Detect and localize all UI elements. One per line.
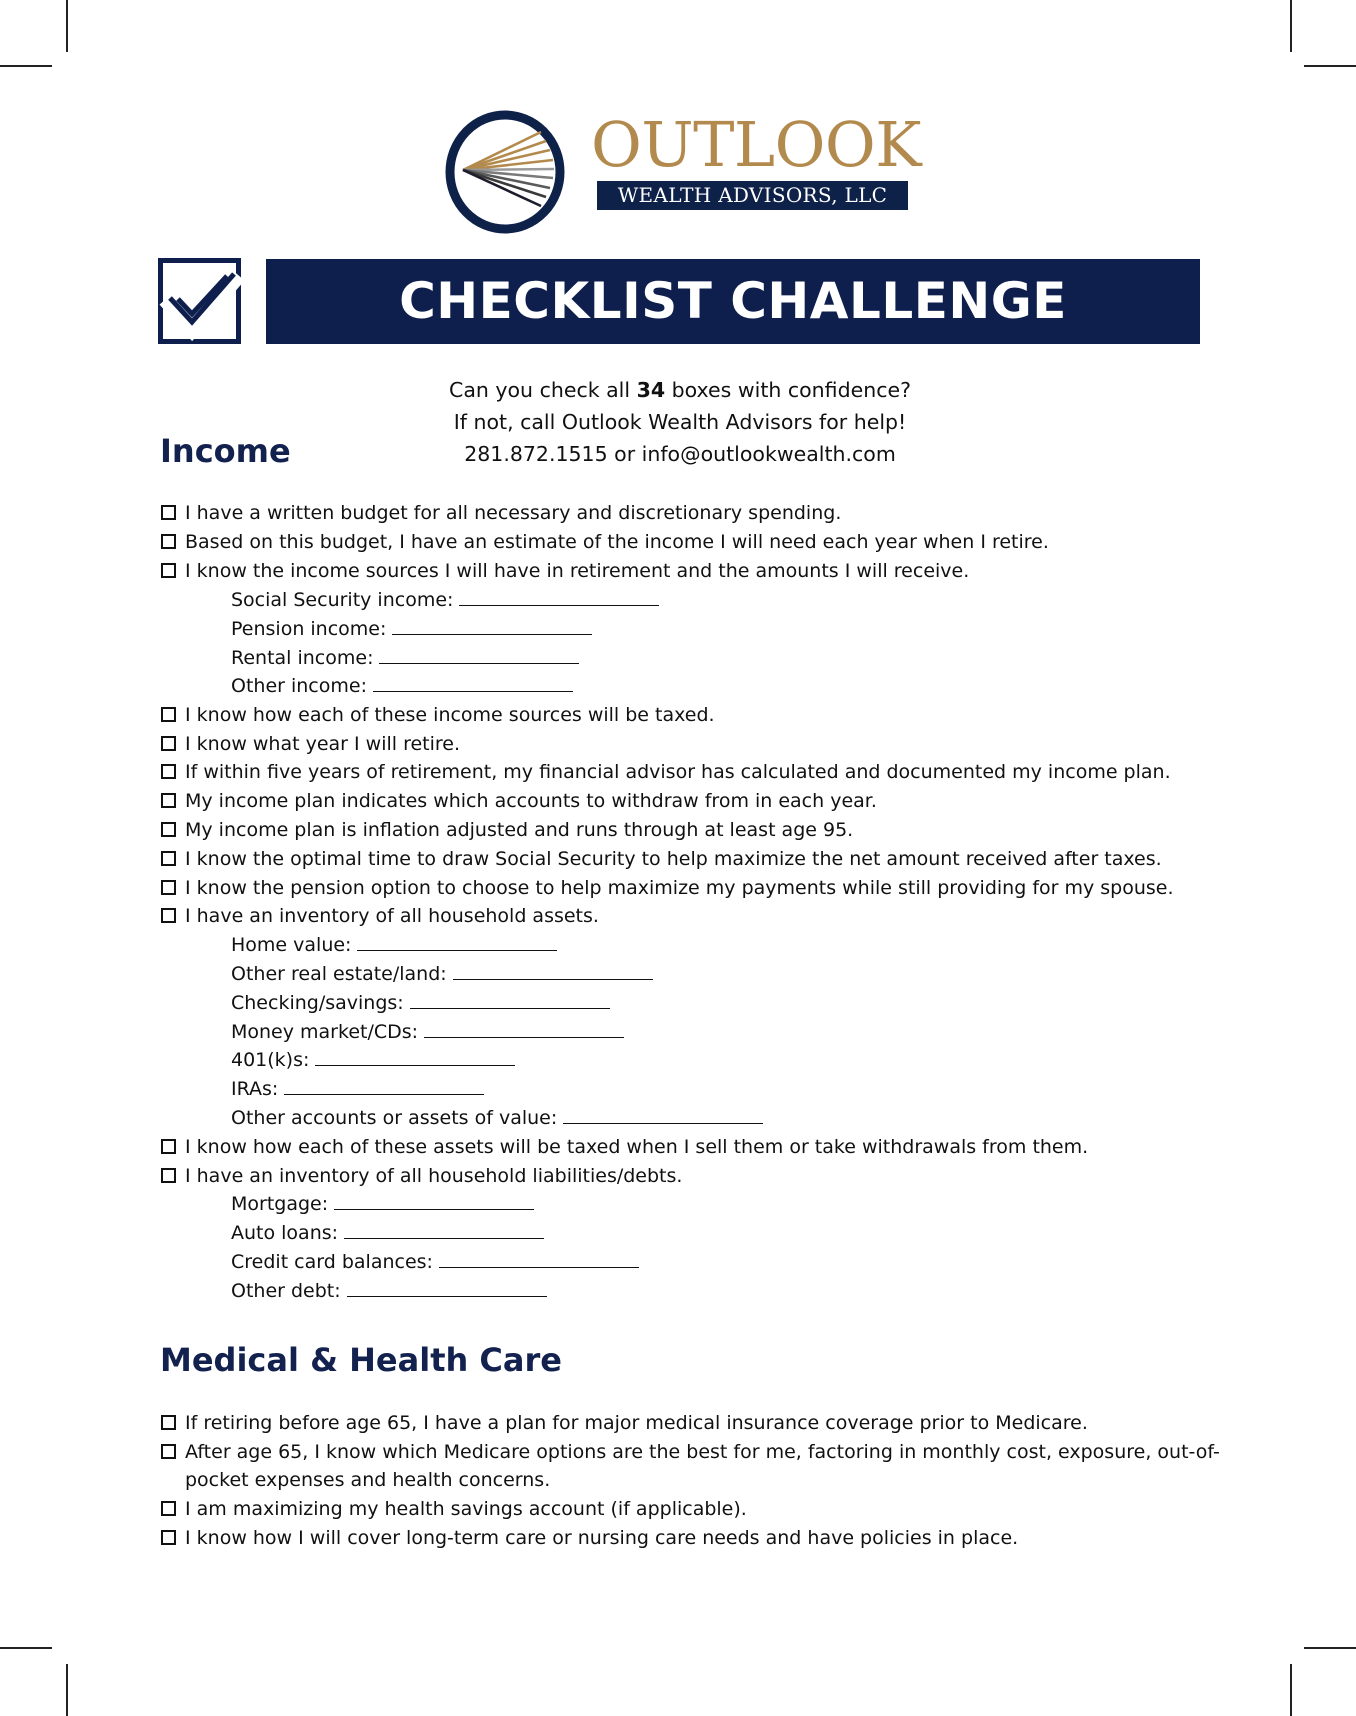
blank-line[interactable] <box>334 1193 534 1210</box>
fill-in-field[interactable]: Social Security income: <box>231 586 659 614</box>
checkbox[interactable] <box>161 1501 176 1516</box>
checkbox[interactable] <box>161 908 176 923</box>
intro-text: Can you check all 34 boxes with confidence? If not, call Outlook Wealth Advisors for help! 281.872.1515 or info@outlookwealth.com <box>400 374 960 470</box>
page-title: CHECKLIST CHALLENGE <box>266 259 1200 344</box>
checklist-item[interactable]: I have an inventory of all household assets. <box>161 902 599 930</box>
checklist-item[interactable]: I know what year I will retire. <box>161 730 460 758</box>
checklist-item[interactable]: If retiring before age 65, I have a plan for major medical insurance coverage prior to Medicare. <box>161 1409 1088 1437</box>
blank-line[interactable] <box>379 647 579 664</box>
checkbox[interactable] <box>161 534 176 549</box>
blank-line[interactable] <box>563 1107 763 1124</box>
fill-in-field[interactable]: Pension income: <box>231 615 592 643</box>
contact-line: 281.872.1515 or info@outlookwealth.com <box>464 442 896 466</box>
checklist-item[interactable]: My income plan indicates which accounts to withdraw from in each year. <box>161 787 877 815</box>
checklist-item[interactable]: I know the optimal time to draw Social Security to help maximize the net amount received after taxes. <box>161 845 1162 873</box>
checklist-item[interactable]: After age 65, I know which Medicare options are the best for me, factoring in monthly cost, exposure, out-of- <box>161 1438 1220 1466</box>
checkbox[interactable] <box>161 1168 176 1183</box>
checklist-item-continuation: pocket expenses and health concerns. <box>185 1469 551 1491</box>
crop-mark <box>1304 65 1356 67</box>
checklist-item[interactable]: I know the pension option to choose to help maximize my payments while still providing for my spouse. <box>161 874 1174 902</box>
logo-wordmark: OUTLOOK <box>591 108 922 181</box>
checkbox[interactable] <box>161 707 176 722</box>
checklist-item[interactable]: I have a written budget for all necessary and discretionary spending. <box>161 499 841 527</box>
fill-in-field[interactable]: Checking/savings: <box>231 989 610 1017</box>
crop-mark <box>1304 1647 1356 1649</box>
blank-line[interactable] <box>424 1021 624 1038</box>
blank-line[interactable] <box>453 963 653 980</box>
checkbox[interactable] <box>161 1415 176 1430</box>
fill-in-field[interactable]: Other accounts or assets of value: <box>231 1104 763 1132</box>
blank-line[interactable] <box>347 1280 547 1297</box>
checklist-item[interactable]: My income plan is inflation adjusted and runs through at least age 95. <box>161 816 853 844</box>
blank-line[interactable] <box>357 934 557 951</box>
fill-in-field[interactable]: Other income: <box>231 672 573 700</box>
checklist-item[interactable]: I know how I will cover long-term care or nursing care needs and have policies in place. <box>161 1524 1018 1552</box>
checkbox[interactable] <box>161 880 176 895</box>
checkbox[interactable] <box>161 736 176 751</box>
intro-call-line: If not, call Outlook Wealth Advisors for help! <box>453 410 907 434</box>
crop-mark <box>66 1664 68 1716</box>
fill-in-field[interactable]: Mortgage: <box>231 1190 534 1218</box>
blank-line[interactable] <box>439 1251 639 1268</box>
checkbox[interactable] <box>161 764 176 779</box>
crop-mark <box>0 1647 52 1649</box>
crop-mark <box>66 0 68 52</box>
logo-subtitle: WEALTH ADVISORS, LLC <box>597 181 908 210</box>
checkbox[interactable] <box>161 1444 176 1459</box>
checklist-item[interactable]: I have an inventory of all household liabilities/debts. <box>161 1162 682 1190</box>
box-count: 34 <box>636 378 666 402</box>
checkbox[interactable] <box>161 1139 176 1154</box>
blank-line[interactable] <box>459 589 659 606</box>
checkbox-check-icon <box>158 258 241 344</box>
checkbox[interactable] <box>161 505 176 520</box>
checklist-item[interactable]: If within five years of retirement, my financial advisor has calculated and documented my income plan. <box>161 758 1171 786</box>
crop-mark <box>1290 1664 1292 1716</box>
crop-mark <box>0 65 52 67</box>
fill-in-field[interactable]: Other debt: <box>231 1277 547 1305</box>
checkbox[interactable] <box>161 822 176 837</box>
checklist-item[interactable]: I know the income sources I will have in retirement and the amounts I will receive. <box>161 557 969 585</box>
checkbox[interactable] <box>161 793 176 808</box>
blank-line[interactable] <box>315 1049 515 1066</box>
blank-line[interactable] <box>284 1078 484 1095</box>
fill-in-field[interactable]: 401(k)s: <box>231 1046 515 1074</box>
checkbox[interactable] <box>161 851 176 866</box>
checklist-item[interactable]: I know how each of these income sources will be taxed. <box>161 701 715 729</box>
fill-in-field[interactable]: Home value: <box>231 931 557 959</box>
checklist-item[interactable]: Based on this budget, I have an estimate of the income I will need each year when I retire. <box>161 528 1049 556</box>
checkbox[interactable] <box>161 563 176 578</box>
blank-line[interactable] <box>392 618 592 635</box>
fill-in-field[interactable]: IRAs: <box>231 1075 484 1103</box>
crop-mark <box>1290 0 1292 52</box>
blank-line[interactable] <box>410 992 610 1009</box>
section-heading-income: Income <box>160 432 291 470</box>
fill-in-field[interactable]: Auto loans: <box>231 1219 544 1247</box>
section-heading-medical: Medical & Health Care <box>160 1341 562 1379</box>
fill-in-field[interactable]: Rental income: <box>231 644 579 672</box>
fill-in-field[interactable]: Credit card balances: <box>231 1248 639 1276</box>
fill-in-field[interactable]: Other real estate/land: <box>231 960 653 988</box>
fill-in-field[interactable]: Money market/CDs: <box>231 1018 624 1046</box>
blank-line[interactable] <box>373 675 573 692</box>
checklist-item[interactable]: I know how each of these assets will be taxed when I sell them or take withdrawals from them. <box>161 1133 1088 1161</box>
logo-emblem-icon <box>443 110 567 234</box>
blank-line[interactable] <box>344 1222 544 1239</box>
checkbox[interactable] <box>161 1530 176 1545</box>
checklist-item[interactable]: I am maximizing my health savings account (if applicable). <box>161 1495 747 1523</box>
